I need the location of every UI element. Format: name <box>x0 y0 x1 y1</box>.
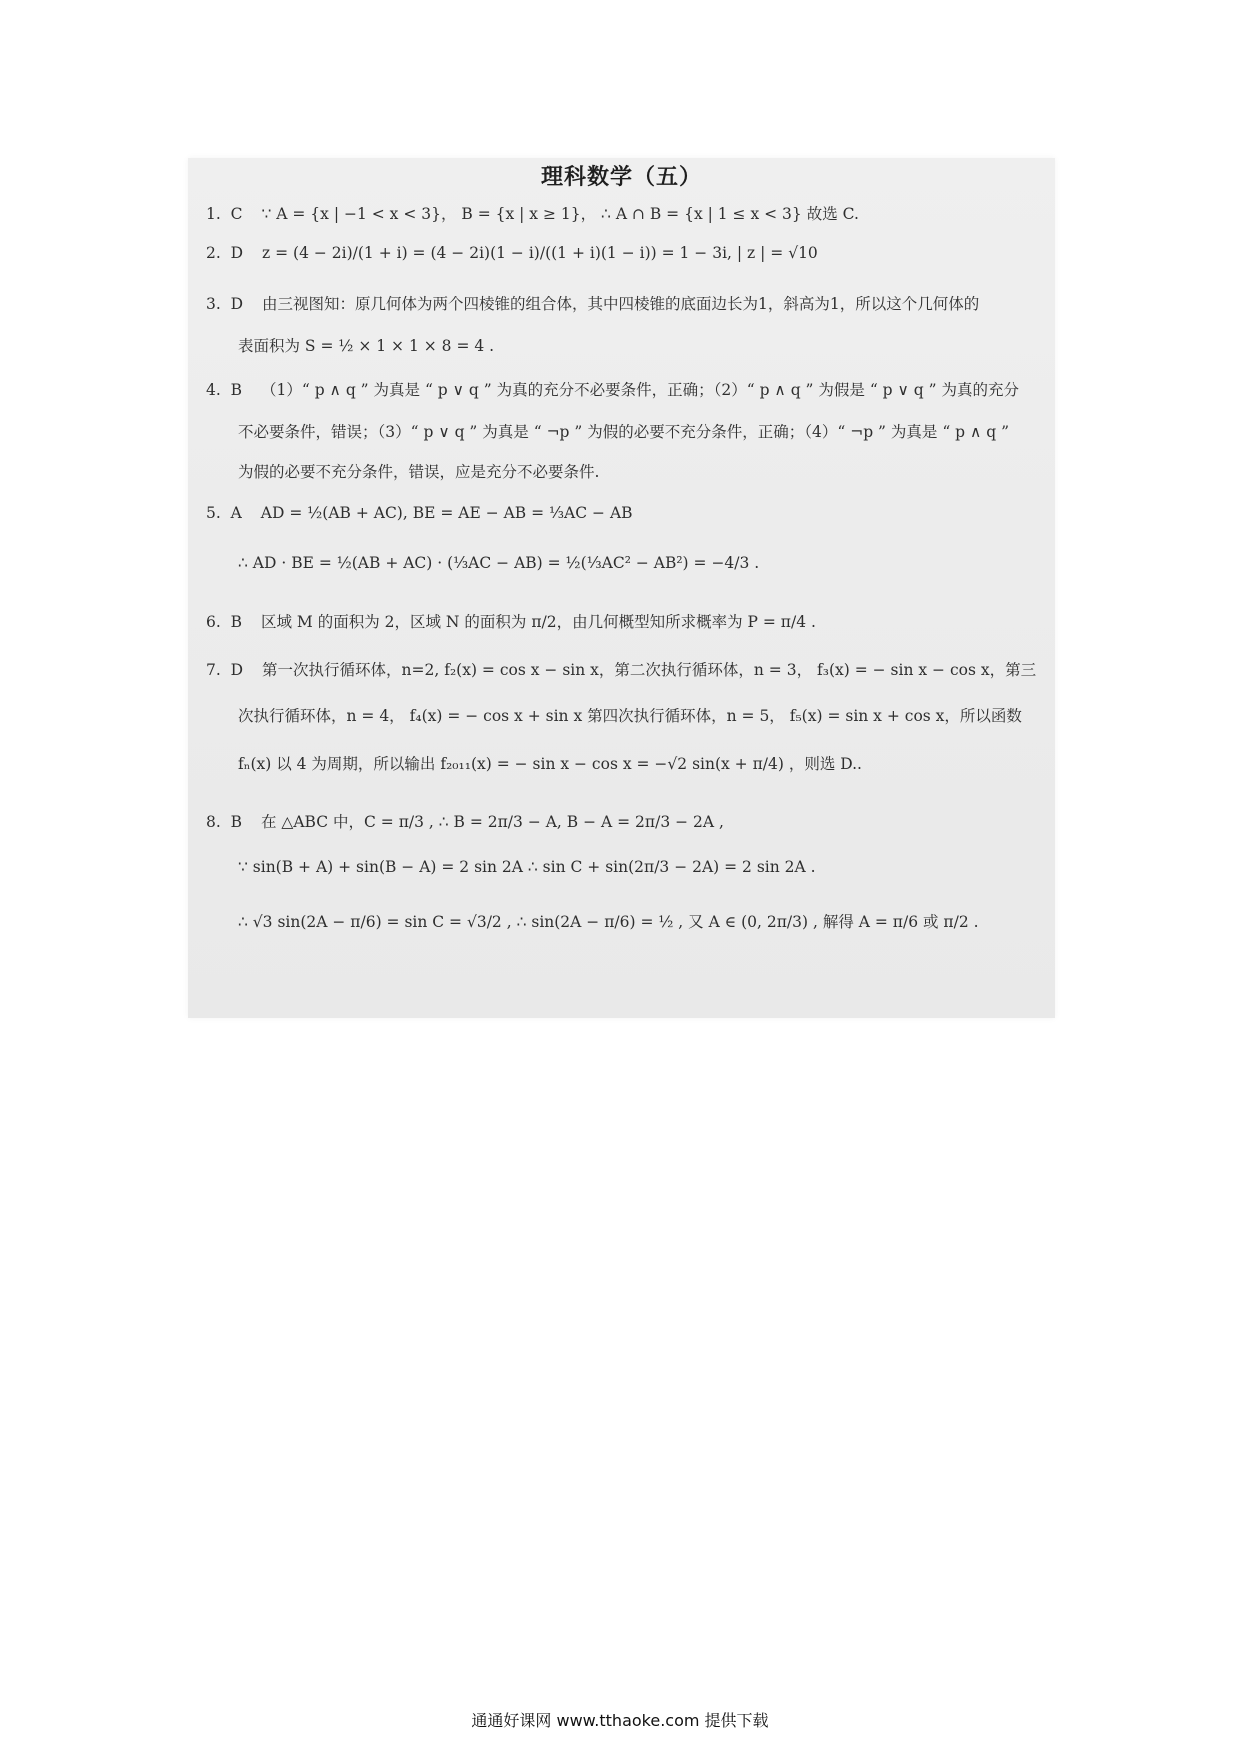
answer-4-line-2: 不必要条件，错误；（3）“ p ∨ q ” 为真是 “ ¬p ” 为假的必要不充分条件，正确；（4）“ ¬p ” 为真是 “ p ∧ q ” <box>238 423 1010 441</box>
answer-5: 5. A AD = ½(AB + AC), BE = AE − AB = ⅓AC − AB <box>206 504 633 522</box>
answer-8-line-3: ∴ √3 sin(2A − π/6) = sin C = √3/2 , ∴ sin(2A − π/6) = ½ , 又 A ∈ (0, 2π/3) , 解得 A = π/6 或 π/2 . <box>238 913 979 931</box>
answer-8-line-2: ∵ sin(B + A) + sin(B − A) = 2 sin 2A ∴ sin C + sin(2π/3 − 2A) = 2 sin 2A . <box>238 858 816 876</box>
scanned-answer-sheet <box>188 158 1055 1018</box>
answer-7-line-3: fₙ(x) 以 4 为周期，所以输出 f₂₀₁₁(x) = − sin x − cos x = −√2 sin(x + π/4) ，则选 D.. <box>238 755 862 773</box>
download-credit: 通通好课网 www.tthaoke.com 提供下载 <box>471 1711 769 1730</box>
answer-4-line-3: 为假的必要不充分条件，错误，应是充分不必要条件. <box>238 463 600 481</box>
answer-8: 8. B 在 △ABC 中，C = π/3 , ∴ B = 2π/3 − A, B − A = 2π/3 − 2A , <box>206 813 724 831</box>
answer-2: 2. D z = (4 − 2i)/(1 + i) = (4 − 2i)(1 − i)/((1 + i)(1 − i)) = 1 − 3i, | z | = √10 <box>206 244 818 262</box>
answer-4: 4. B （1）“ p ∧ q ” 为真是 “ p ∨ q ” 为真的充分不必要条件，正确；（2）“ p ∧ q ” 为假是 “ p ∨ q ” 为真的充分 <box>206 381 1020 399</box>
answer-6: 6. B 区域 M 的面积为 2，区域 N 的面积为 π/2，由几何概型知所求概率为 P = π/4 . <box>206 613 816 631</box>
answer-3: 3. D 由三视图知：原几何体为两个四棱锥的组合体，其中四棱锥的底面边长为1，斜高为1，所以这个几何体的 <box>206 295 980 313</box>
answer-3-line-2: 表面积为 S = ½ × 1 × 1 × 8 = 4 . <box>238 337 495 355</box>
page-title: 理科数学（五） <box>540 164 702 190</box>
answer-7-line-2: 次执行循环体，n = 4， f₄(x) = − cos x + sin x 第四次执行循环体，n = 5， f₅(x) = sin x + cos x，所以函数 <box>238 707 1022 725</box>
answer-7: 7. D 第一次执行循环体，n=2, f₂(x) = cos x − sin x，第二次执行循环体，n = 3， f₃(x) = − sin x − cos x，第三 <box>206 661 1037 679</box>
answer-5-line-2: ∴ AD · BE = ½(AB + AC) · (⅓AC − AB) = ½(⅓AC² − AB²) = −4/3 . <box>238 554 760 572</box>
answer-1: 1. C ∵ A = {x | −1 < x < 3}， B = {x | x ≥ 1}， ∴ A ∩ B = {x | 1 ≤ x < 3} 故选 C. <box>206 205 859 223</box>
